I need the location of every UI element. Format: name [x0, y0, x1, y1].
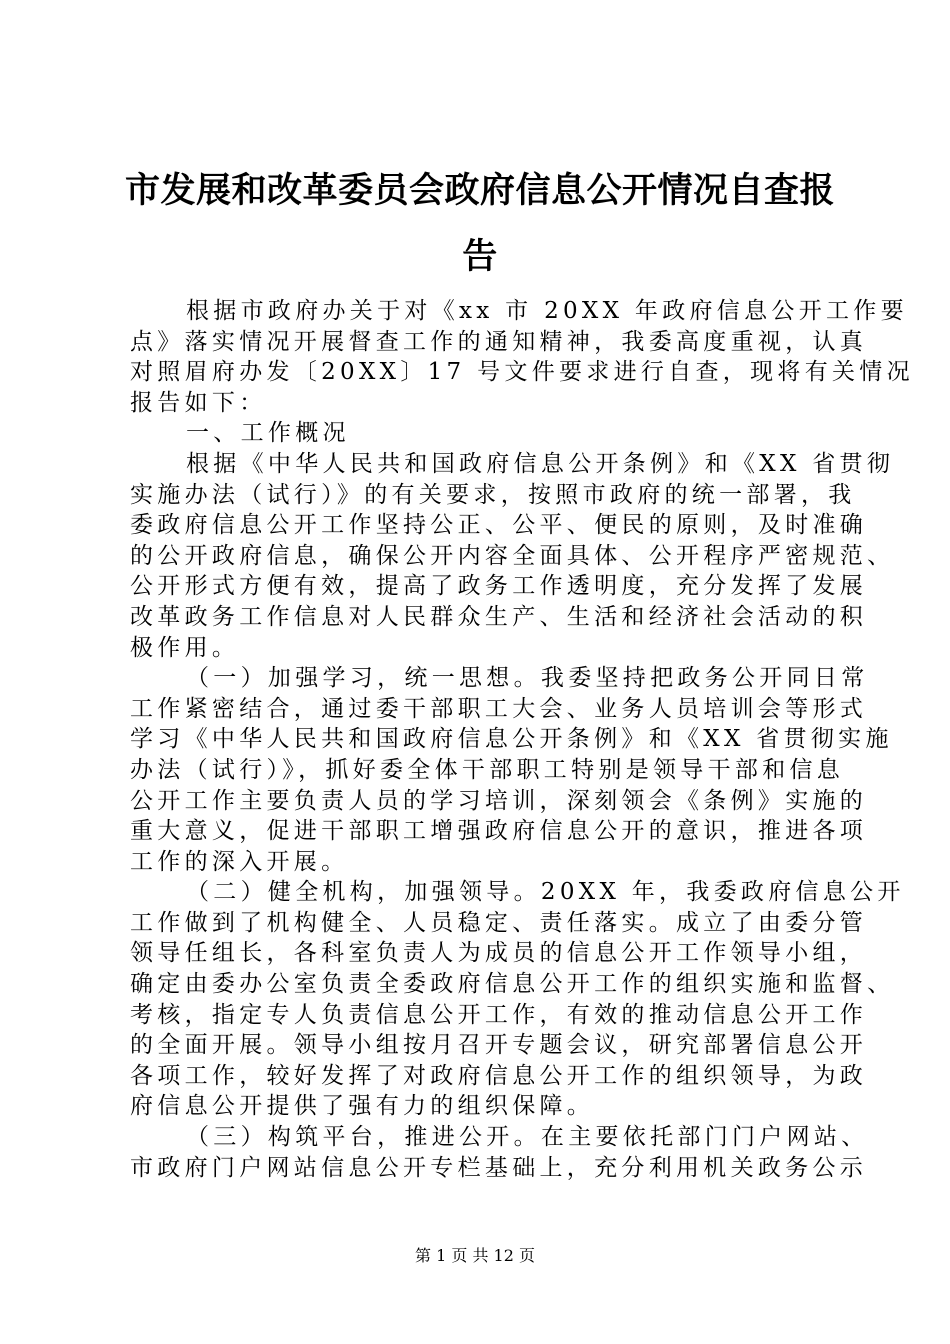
body-line: 公开形式方便有效，提高了政务工作透明度，充分发挥了发展	[130, 573, 868, 600]
body-line: 确定由委办公室负责全委政府信息公开工作的组织实施和监督、	[130, 971, 895, 998]
body-line: 重大意义，促进干部职工增强政府信息公开的意识，推进各项	[130, 818, 868, 845]
subsection-line: （一）加强学习，统一思想。我委坚持把政务公开同日常	[186, 665, 869, 692]
body-line: 考核，指定专人负责信息公开工作，有效的推动信息公开工作	[130, 1001, 868, 1028]
body-line: 工作做到了机构健全、人员稳定、责任落实。成立了由委分管	[130, 909, 868, 936]
body-line: 办法（试行）》，抓好委全体干部职工特别是领导干部和信息	[130, 756, 845, 783]
body-line: 各项工作，较好发挥了对政府信息公开工作的组织领导，为政	[130, 1062, 868, 1089]
title-line-2: 告	[462, 237, 498, 277]
document-title	[110, 158, 850, 290]
body-line: 市政府门户网站信息公开专栏基础上，充分利用机关政务公示	[130, 1154, 868, 1181]
body-line: 的公开政府信息，确保公开内容全面具体、公开程序严密规范、	[130, 542, 895, 569]
subsection-line: （三）构筑平台，推进公开。在主要依托部门门户网站、	[186, 1124, 869, 1151]
body-line: 的全面开展。领导小组按月召开专题会议，研究部署信息公开	[130, 1032, 868, 1059]
body-line: 根据市政府办关于对《xx 市 20XX 年政府信息公开工作要	[186, 298, 908, 324]
document-body	[130, 296, 914, 1183]
body-line: 报告如下：	[130, 389, 267, 416]
body-line: 点》落实情况开展督查工作的通知精神，我委高度重视，认真	[130, 328, 868, 355]
body-line: 工作的深入开展。	[130, 848, 349, 875]
page-number-footer: 第 1 页 共 12 页	[415, 1246, 535, 1265]
body-line: 委政府信息公开工作坚持公正、公平、便民的原则，及时准确	[130, 512, 868, 539]
section-heading: 一、工作概况	[186, 420, 350, 447]
body-line: 府信息公开提供了强有力的组织保障。	[130, 1093, 595, 1120]
body-line: 极作用。	[130, 634, 240, 661]
body-line: 工作紧密结合，通过委干部职工大会、业务人员培训会等形式	[130, 695, 868, 722]
title-line-1: 市发展和改革委员会政府信息公开情况自查报	[124, 171, 835, 211]
body-line: 对照眉府办发〔20XX〕17 号文件要求进行自查，现将有关情况	[130, 359, 914, 386]
body-line: 领导任组长，各科室负责人为成员的信息公开工作领导小组，	[130, 940, 868, 967]
body-line: 学习《中华人民共和国政府信息公开条例》和《XX 省贯彻实施	[130, 726, 893, 753]
body-line: 改革政务工作信息对人民群众生产、生活和经济社会活动的积	[130, 603, 868, 630]
body-line: 公开工作主要负责人员的学习培训，深刻领会《条例》实施的	[130, 787, 868, 814]
body-line: 根据《中华人民共和国政府信息公开条例》和《XX 省贯彻	[186, 450, 895, 477]
body-line: 实施办法（试行）》的有关要求，按照市政府的统一部署，我	[130, 481, 856, 508]
subsection-line: （二）健全机构，加强领导。20XX 年，我委政府信息公开	[186, 879, 905, 906]
